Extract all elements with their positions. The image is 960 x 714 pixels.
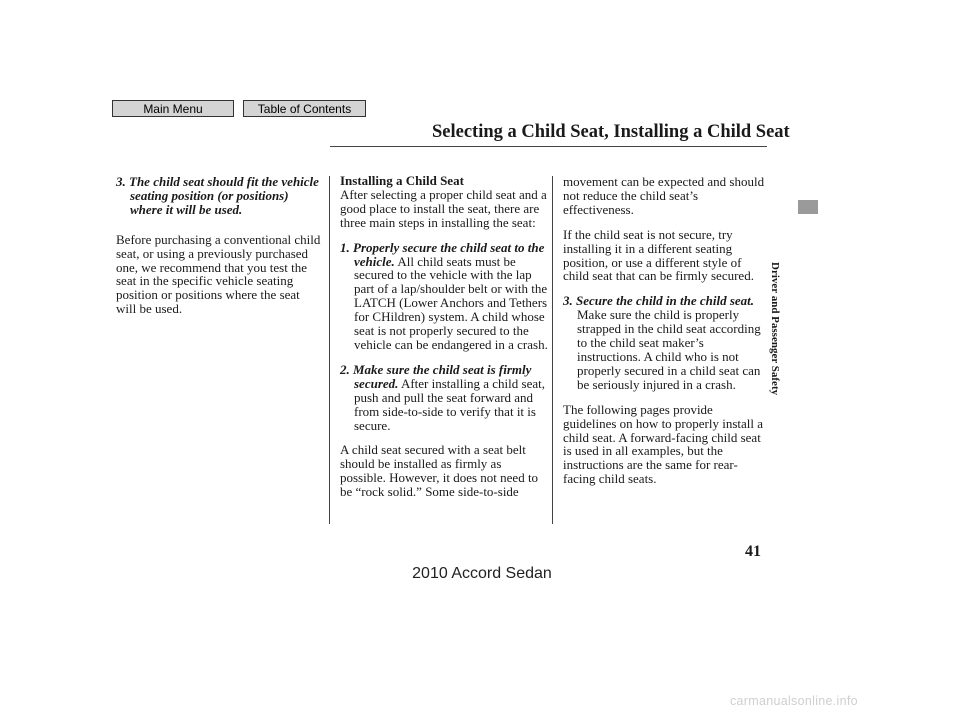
paragraph: The following pages provide guidelines on how to properly install a child seat. A forward-facing child seat is used in all examples, but the instructions are the same for rear-facing child seats. [563, 401, 764, 487]
step3-fit-heading [116, 175, 321, 217]
paragraph: Before purchasing a conventional child seat, or using a previously purchased one, we recommend that you test the seat in the specific vehicle seating position or positions where the seat will be used. [116, 231, 321, 317]
heading-text: The child seat should fit the vehicle seating position (or positions) where it will be used. [129, 174, 319, 217]
step-3-number: 3. [563, 293, 573, 309]
step-3-heading-line [563, 294, 768, 308]
column-divider-2 [552, 176, 553, 524]
table-of-contents-button[interactable]: Table of Contents [243, 100, 366, 117]
section-heading: Installing a Child Seat [340, 173, 464, 188]
step-1 [340, 241, 550, 352]
step-1-number: 1. [340, 239, 350, 255]
step-1-heading: Properly secure the child seat to the vehicle. [353, 239, 545, 269]
paragraph: If the child seat is not secure, try installing it in a different seating position, or use a different style of child seat that can be firmly secured. [563, 226, 754, 284]
main-menu-button[interactable]: Main Menu [112, 100, 234, 117]
footer-model-label: 2010 Accord Sedan [412, 565, 552, 582]
step-2-number: 2. [340, 361, 350, 377]
column-3 [563, 175, 768, 486]
section-side-label: Driver and Passenger Safety [769, 262, 781, 396]
page-number: 41 [745, 543, 761, 560]
step-3-heading: Secure the child in the child seat. [576, 293, 755, 309]
intro-paragraph: After selecting a proper child seat and a good place to install the seat, there are three main steps in installing the seat: [340, 186, 547, 230]
step-2-text: After installing a child seat, push and pull the seat forward and from side-to-side to verify that it is secure. [354, 375, 545, 433]
column-2 [340, 174, 550, 499]
column-1 [116, 175, 321, 316]
step-2 [340, 363, 550, 433]
step-3-text: Make sure the child is properly strapped in the child seat according to the child seat maker’s instructions. A child who is not properly secured in a child seat can be seriously injured in a crash. [577, 307, 761, 392]
page-title: Selecting a Child Seat, Installing a Child Seat [432, 122, 790, 142]
paragraph: movement can be expected and should not reduce the child seat’s effectiveness. [563, 174, 765, 217]
paragraph: A child seat secured with a seat belt should be installed as firmly as possible. However, it does not need to be “rock solid.” Some side-to-side [340, 442, 539, 500]
step-1-text: All child seats must be secured to the vehicle with the lap part of a lap/shoulder belt or with the LATCH (Lower Anchors and Tethers for CHildren) system. A child whose seat is not properly secured to the vehicle can be endangered in a crash. [354, 253, 548, 352]
column-divider-1 [329, 176, 330, 524]
section-tab-marker [798, 200, 818, 214]
step-2-heading: Make sure the child seat is firmly secured. [353, 361, 532, 391]
heading-number: 3. [116, 174, 126, 189]
watermark: carmanualsonline.info [730, 694, 858, 708]
title-divider [330, 146, 767, 147]
